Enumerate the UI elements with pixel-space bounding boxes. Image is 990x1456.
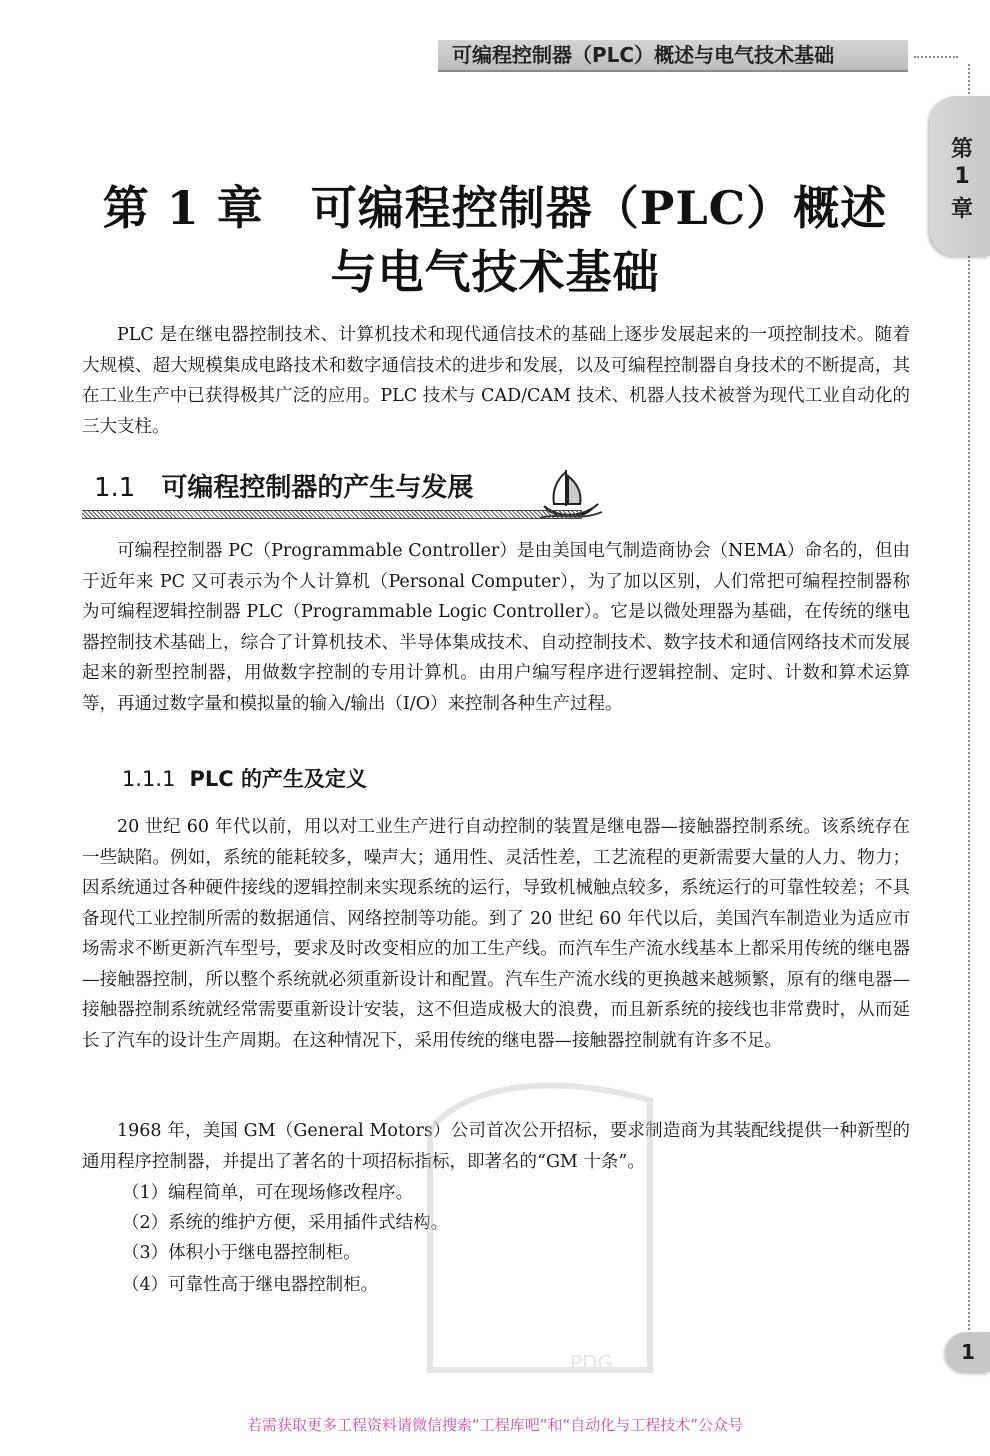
running-header: 可编程控制器（PLC）概述与电气技术基础 [438, 40, 908, 72]
subsection-paragraph-2: 1968 年，美国 GM（General Motors）公司首次公开招标，要求制造商为其装配线提供一种新型的通用程序控制器，并提出了著名的十项招标指标，即著名的“GM 十条”。 [82, 1121, 910, 1172]
subsection-label: PLC [189, 767, 234, 791]
subsection-number: 1.1.1 [122, 767, 176, 791]
list-item: （2）系统的维护方便，采用插件式结构。 [122, 1213, 449, 1233]
subsection-title: 的产生及定义 [240, 766, 367, 791]
list-item: （4）可靠性高于继电器控制柜。 [122, 1275, 379, 1295]
section-title: 可编程控制器的产生与发展 [161, 473, 474, 503]
page-number: 1 [946, 1332, 990, 1372]
header-dotted-line [914, 56, 958, 58]
chapter-title-line-1: 第 1 章 可编程控制器（PLC）概述 [102, 181, 888, 235]
section-paragraph: 可编程控制器 PC（Programmable Controller）是由美国电气制造商协会（NEMA）命名的，但由于近年来 PC 又可表示为个人计算机（Personal Computer），为了加以区别，人们常把可编程控制器称为可编程逻辑控制器 PLC（Programmable Logic Controller）。它是以微处理器为基础，在传统的继电器控制技术基础上，综合了计算机技术、半导体集成技术、自动控制技术、数字技术和通信网络技术而发展起来的新型控制器，用做数字控制的专用计算机。由用户编写程序进行逻辑控制、定时、计数和算术运算等，再通过数字量和模拟量的输入/输出（I/O）来控制各种生产过程。 [82, 541, 910, 714]
chapter-tab-char-1: 第 [950, 137, 973, 162]
intro-paragraph: PLC 是在继电器控制技术、计算机技术和现代通信技术的基础上逐步发展起来的一项控制技术。随着大规模、超大规模集成电路技术和数字通信技术的进步和发展，以及可编程控制器自身技术的不断提高，其在工业生产中已获得极其广泛的应用。PLC 技术与 CAD/CAM 技术、机器人技术被誉为现代工业自动化的三大支柱。 [82, 325, 910, 437]
chapter-tab [930, 96, 990, 256]
list-item: （1）编程简单，可在现场修改程序。 [122, 1183, 414, 1203]
subsection-paragraph-1: 20 世纪 60 年代以前，用以对工业生产进行自动控制的装置是继电器—接触器控制系统。该系统存在一些缺陷。例如，系统的能耗较多，噪声大；通用性、灵活性差，工艺流程的更新需要大量的人力、物力；因系统通过各种硬件接线的逻辑控制来实现系统的运行，导致机械触点较多，系统运行的可靠性较差；不具备现代工业控制所需的数据通信、网络控制等功能。到了 20 世纪 60 年代以后，美国汽车制造业为适应市场需求不断更新汽车型号，要求及时改变相应的加工生产线。而汽车生产流水线基本上都采用传统的继电器—接触器控制，所以整个系统就必须重新设计和配置。汽车生产流水线的更换越来越频繁，原有的继电器—接触器控制系统就经常需要重新设计安装，这不但造成极大的浪费，而且新系统的接线也非常费时，从而延长了汽车的设计生产周期。在这种情况下，采用传统的继电器—接触器控制就有许多不足。 [82, 817, 910, 1051]
watermark-seal [420, 1070, 660, 1390]
list-item: （3）体积小于继电器控制柜。 [122, 1243, 361, 1263]
section-heading [94, 468, 473, 508]
chapter-tab-char-3: 章 [950, 197, 973, 222]
section-rule [82, 510, 582, 519]
watermark-seal-label: PDG [570, 1351, 613, 1375]
chapter-tab-char-2: 1 [954, 164, 970, 189]
subsection-heading [122, 764, 367, 794]
chapter-title-line-2: 与电气技术基础 [330, 245, 660, 299]
footer-note: 若需获取更多工程资料请微信搜索“工程库吧”和“自动化与工程技术”公众号 [246, 1416, 744, 1434]
section-number: 1.1 [94, 473, 136, 503]
